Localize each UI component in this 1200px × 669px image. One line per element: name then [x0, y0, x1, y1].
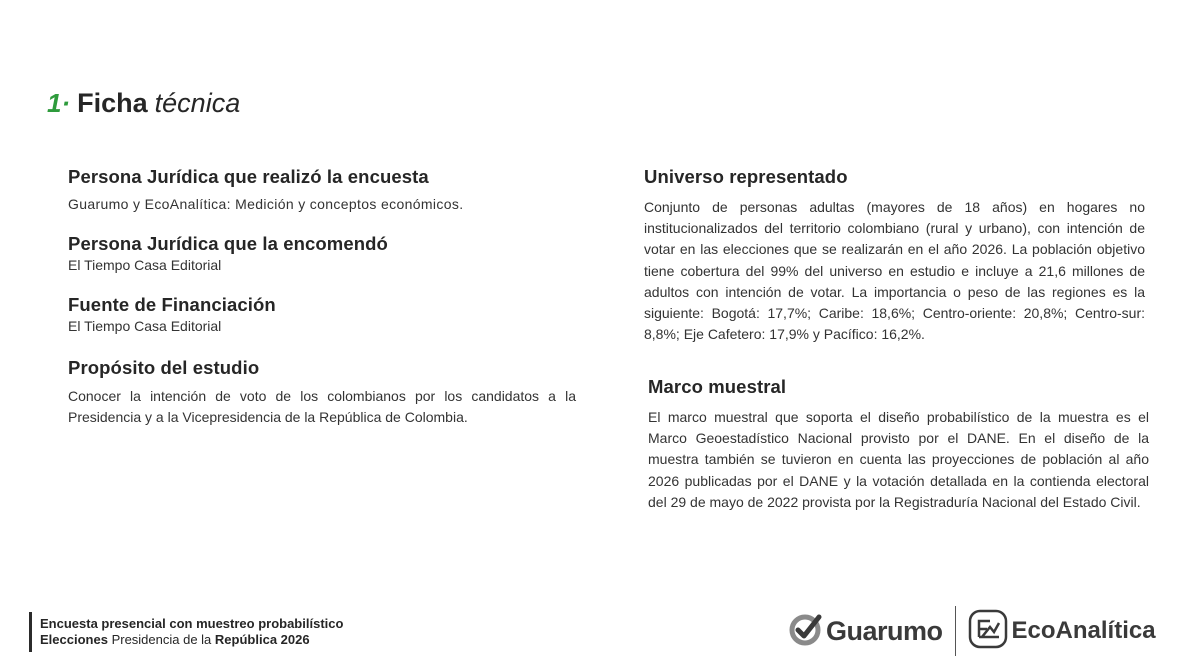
purpose-text: Conocer la intención de voto de los colombianos por los candidatos a la Presidencia y a la Vicepresidencia de la República de Colombia.: [68, 388, 576, 425]
purpose-title: Propósito del estudio: [68, 357, 260, 378]
guarumo-logo: [788, 611, 943, 652]
entity-block: [68, 166, 588, 215]
footer-line-1: Encuesta presencial con muestreo probabilístico: [40, 616, 344, 631]
funding-text: El Tiempo Casa Editorial: [68, 318, 222, 334]
frame-title: Marco muestral: [648, 376, 787, 397]
footer-republic: República 2026: [214, 632, 310, 647]
logos: [788, 604, 1156, 658]
frame-block: [648, 376, 1149, 513]
universe-block: [644, 166, 1145, 345]
guarumo-check-icon: [788, 611, 824, 652]
footer-divider: [29, 612, 32, 652]
purpose-block: [68, 357, 576, 428]
entity-text: Guarumo y EcoAnalítica: Medición y conceptos económicos.: [68, 196, 464, 212]
page-title: [47, 88, 240, 119]
frame-text: El marco muestral que soporta el diseño probabilístico de la muestra es el Marco Geoestadístico Nacional provisto por el DANE. En el diseño de la muestra también se tuvieron en cuenta las proyecciones de población al año 2026 publicadas por el DANE y la votación detallada en la contienda electoral del 29 de mayo de 2022 provista por la Registraduría Nacional del Estado Civil.: [648, 409, 1149, 510]
ecoanalitica-logo: [968, 609, 1156, 654]
commissioner-block: [68, 233, 588, 276]
guarumo-wordmark: Guarumo: [826, 615, 943, 646]
universe-title: Universo representado: [644, 166, 848, 187]
ecoanalitica-mark-icon: [968, 609, 1008, 654]
ecoanalitica-wordmark: EcoAnalítica: [1011, 617, 1156, 644]
funding-block: [68, 294, 588, 337]
commissioner-title: Persona Jurídica que la encomendó: [68, 233, 388, 254]
universe-text: Conjunto de personas adultas (mayores de 18 años) en hogares no institucionalizados del territorio colombiano (rural y urbano), con intención de votar en las elecciones que se realizarán en el año 2026. La población objetivo tiene cobertura del 99% del universo en estudio e incluye a 21,6 millones de adultos con intención de votar. La importancia o peso de las regiones es la siguiente: Bogotá: 17,7%; Caribe: 18,6%; Centro-oriente: 20,8%; Centro-sur: 8,8%; Eje Cafetero: 17,9% y Pacífico: 16,2%.: [644, 199, 1145, 343]
section-title-strong: Ficha: [77, 88, 148, 118]
footer-line-2: [40, 632, 343, 648]
entity-title: Persona Jurídica que realizó la encuesta: [68, 166, 429, 187]
footer-presidency: Presidencia de la: [111, 632, 212, 647]
section-title-light: técnica: [154, 88, 241, 118]
commissioner-text: El Tiempo Casa Editorial: [68, 257, 222, 273]
funding-title: Fuente de Financiación: [68, 294, 276, 315]
section-number: 1·: [47, 88, 71, 118]
footer-elections: Elecciones: [40, 632, 108, 647]
logo-divider: [955, 606, 956, 656]
footer-caption: [40, 616, 343, 648]
